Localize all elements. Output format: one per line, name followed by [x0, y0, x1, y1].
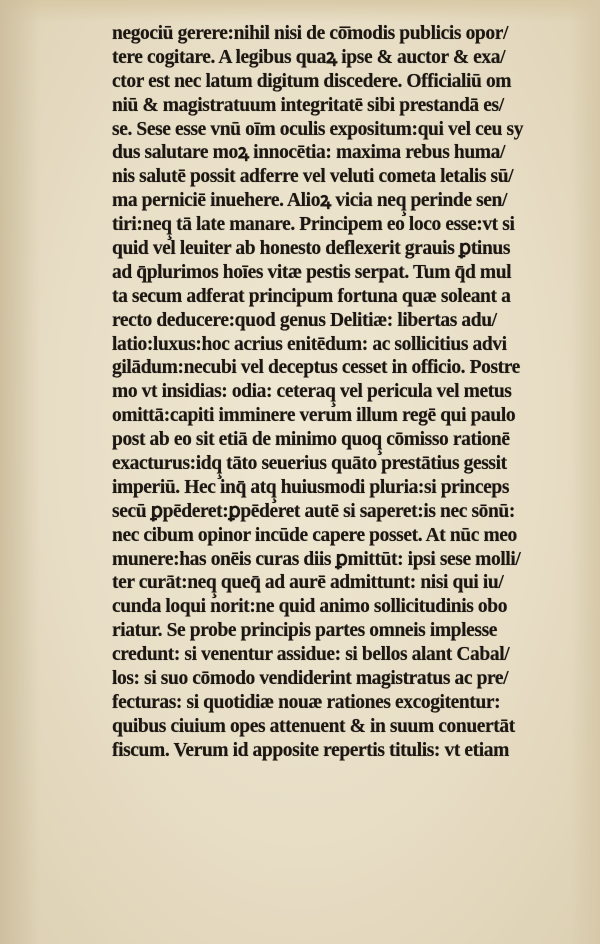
text-line: secū ꝑpēderet:ꝑpēderet autē si saperet:is nec sōnū: — [112, 500, 515, 522]
text-line: exacturus:idq̧ tāto seuerius quāto prestātius gessit — [112, 453, 507, 475]
text-line: fiscum. Verum id apposite repertis titulis: vt etiam — [112, 739, 509, 761]
text-line: quid vel leuiter ab honesto deflexerit grauis ꝑtinus — [112, 238, 511, 260]
text-line: ad q̄plurimos hoīes vitæ pestis serpat. Tum q̄d mul — [112, 261, 512, 283]
text-line: los: si suo cōmodo vendiderint magistratus ac pre/ — [112, 668, 509, 690]
text-line: ta secum adferat principum fortuna quæ soleant a — [112, 285, 511, 307]
text-line: tere cogitare. A legibus quaꝝ ipse & auctor & exa/ — [112, 46, 506, 68]
text-line: ma perniciē inuehere. Alioꝝ vicia neq̧ perinde sen/ — [112, 190, 507, 212]
gutter-shadow — [0, 0, 40, 944]
text-line: mo vt insidias: odia: ceteraq̧ vel pericula vel metus — [112, 381, 512, 403]
text-line: imperiū. Hec inq̄ atq̧ huiusmodi pluria:si princeps — [112, 476, 510, 498]
text-line: riatur. Se probe principis partes omneis implesse — [112, 620, 498, 642]
text-line: tiri:neq̧ tā late manare. Principem eo loco esse:vt si — [112, 214, 515, 236]
text-line: omittā:capiti imminere verum illum regē qui paulo — [112, 405, 516, 427]
text-line: nis salutē possit adferre vel veluti cometa letalis sū/ — [112, 166, 514, 188]
text-line: gilādum:necubi vel deceptus cesset in officio. Postre — [112, 357, 520, 379]
text-line: recto deducere:quod genus Delitiæ: libertas adu/ — [112, 309, 497, 331]
text-line: latio:luxus:hoc acrius enitēdum: ac sollicitius advi — [112, 333, 507, 355]
text-line: munere:has onēis curas diis ꝑmittūt: ipsi sese molli/ — [112, 548, 521, 570]
text-line: dus salutare moꝝ innocētia: maxima rebus huma/ — [112, 142, 506, 164]
text-line: fecturas: si quotidiæ nouæ rationes excogitentur: — [112, 691, 501, 713]
text-line: ctor est nec latum digitum discedere. Officialiū om — [112, 70, 512, 92]
text-line: niū & magistratuum integritatē sibi prestandā es/ — [112, 94, 504, 116]
text-line: negociū gerere:nihil nisi de cō̄modis publicis opor/ — [112, 23, 508, 44]
text-line: credunt: si venentur assidue: si bellos alant Cabal/ — [112, 644, 510, 666]
text-line: post ab eo sit etiā de minimo quoq̧ cōmisso rationē — [112, 429, 510, 451]
text-line: ter curāt:neq̧ queq̄ ad aurē admittunt: nisi qui iu/ — [112, 572, 504, 594]
text-line: cunda loqui norit:ne quid animo sollicitudinis obo — [112, 596, 508, 618]
text-block — [112, 22, 586, 763]
text-line: quibus ciuium opes attenuent & in suum conuertāt — [112, 715, 515, 737]
top-edge-stain — [0, 0, 600, 22]
text-line: se. Sese esse vnū oīm oculis expositum:qui vel ceu sy — [112, 118, 524, 140]
text-line: nec cibum opinor incūde capere posset. At nūc meo — [112, 524, 517, 546]
